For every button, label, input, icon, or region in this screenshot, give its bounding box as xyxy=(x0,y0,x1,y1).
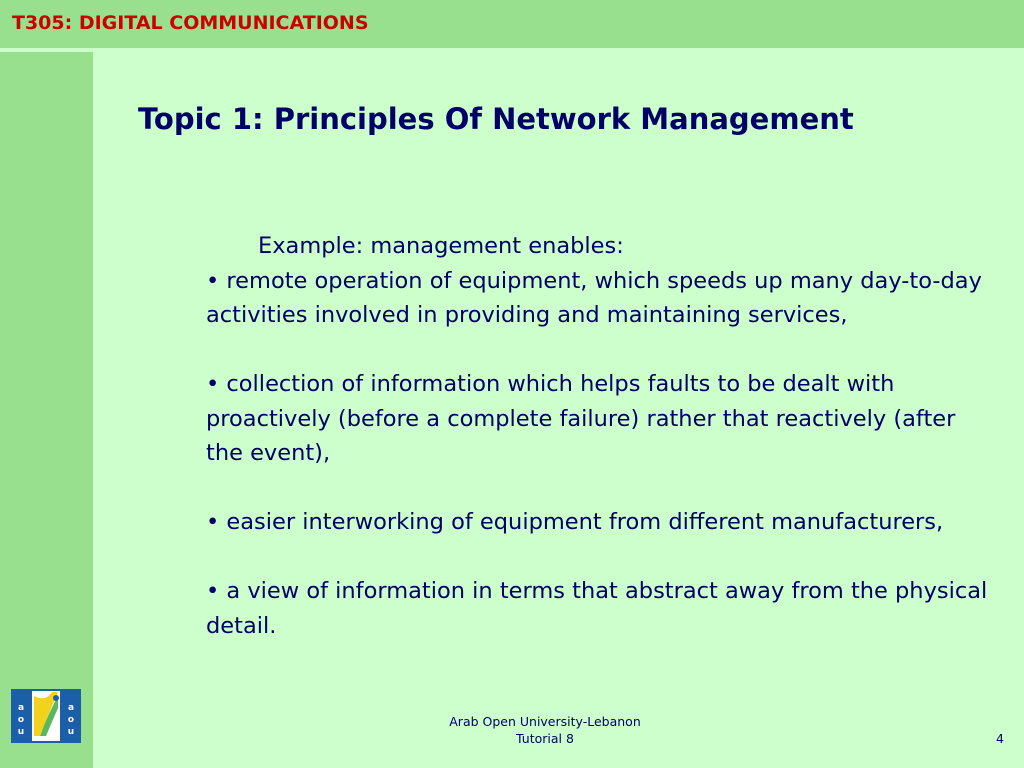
slide-title: Topic 1: Principles Of Network Management xyxy=(138,102,854,136)
aou-logo-icon xyxy=(10,688,82,744)
bullet-item: • collection of information which helps faults to be dealt with proactively (before a complete failure) rather that reactively (after the event), xyxy=(206,371,956,466)
intro-text: Example: management enables: xyxy=(258,233,624,259)
svg-text:o: o xyxy=(67,715,75,725)
footer-session: Tutorial 8 xyxy=(516,731,574,746)
bullet-item: • a view of information in terms that abstract away from the physical detail. xyxy=(206,578,988,639)
course-title: T305: DIGITAL COMMUNICATIONS xyxy=(12,12,369,34)
bullet-item: • remote operation of equipment, which speeds up many day-to-day activities involved in providing and maintaining services, xyxy=(206,267,982,328)
svg-text:u: u xyxy=(17,727,25,737)
svg-text:a: a xyxy=(17,703,25,713)
footer-institution: Arab Open University-Lebanon xyxy=(449,714,641,729)
footer xyxy=(380,713,710,747)
side-band xyxy=(0,52,93,768)
svg-text:a: a xyxy=(67,703,75,713)
bullet-item: • easier interworking of equipment from different manufacturers, xyxy=(206,509,944,535)
svg-text:o: o xyxy=(17,715,25,725)
svg-text:u: u xyxy=(67,727,75,737)
slide-body xyxy=(206,229,996,643)
page-number: 4 xyxy=(996,731,1004,746)
